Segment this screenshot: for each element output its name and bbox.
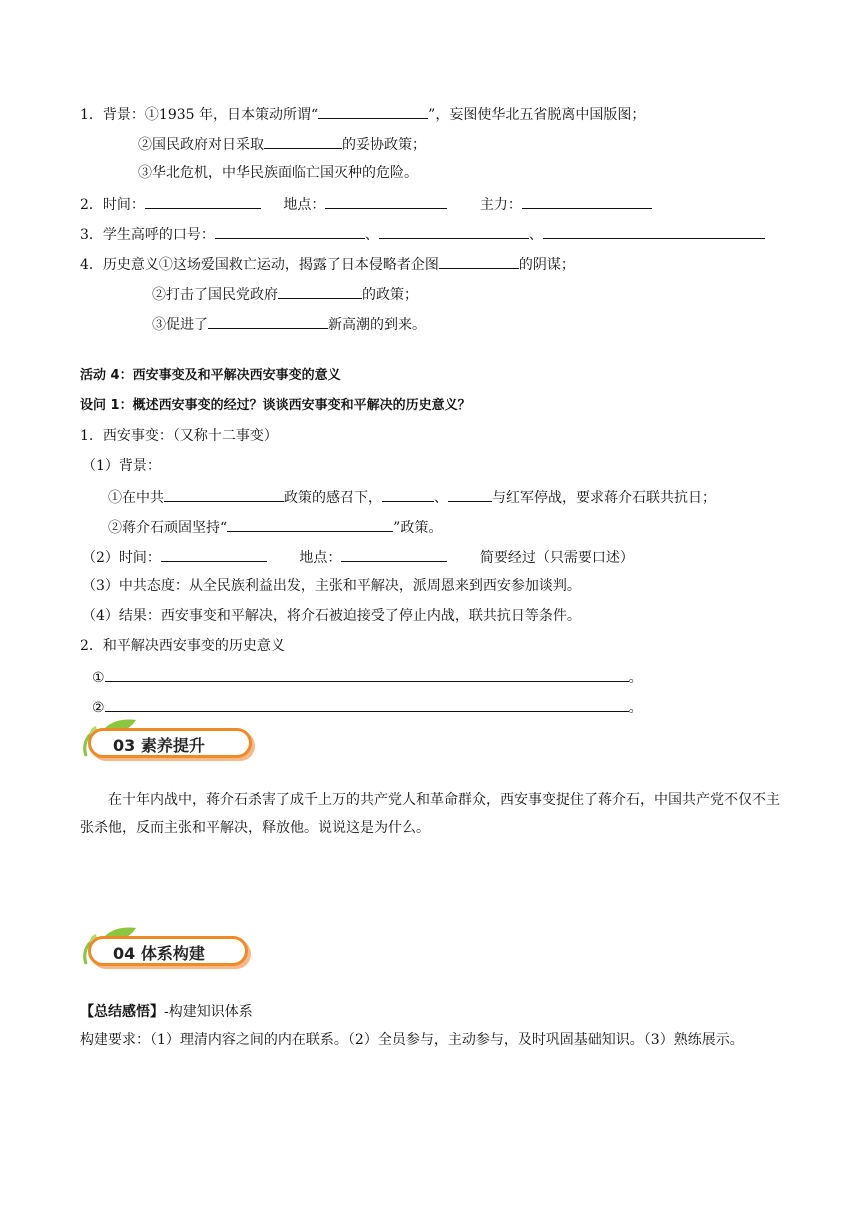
blank-field[interactable] bbox=[543, 223, 765, 239]
blank-field[interactable] bbox=[448, 486, 492, 502]
section-badge-03 bbox=[78, 716, 258, 760]
result: （4）结果：西安事变和平解决，将介石被迫接受了停止内战，联共抗日等条件。 bbox=[82, 608, 581, 624]
text: 4．历史意义①这场爱国救亡运动，揭露了日本侵略者企图 bbox=[80, 257, 439, 273]
text: ② bbox=[92, 700, 105, 716]
slogan-line bbox=[80, 223, 765, 243]
time-place-line bbox=[80, 193, 652, 213]
text: ②蒋介石顽固坚持“ bbox=[108, 520, 228, 536]
summary-heading bbox=[80, 1002, 253, 1022]
section-badge-04 bbox=[78, 924, 258, 968]
significance-line-1 bbox=[80, 253, 575, 273]
blank-field[interactable] bbox=[208, 313, 328, 329]
badge-label: 03 素养提升 bbox=[88, 728, 252, 758]
text: 的政策； bbox=[362, 287, 418, 303]
summary-requirements: 构建要求：（1）理清内容之间的内在联系。（2）全员参与，主动参与，及时巩固基础知识。（3）熟练展示。 bbox=[80, 1032, 744, 1048]
blank-field[interactable] bbox=[161, 546, 267, 562]
blank-field[interactable] bbox=[379, 223, 529, 239]
text: ”，妄图使华北五省脱离中国版图； bbox=[428, 107, 646, 123]
blank-field[interactable] bbox=[215, 223, 365, 239]
text: 1．背景：①1935 年，日本策动所谓“ bbox=[80, 107, 319, 123]
blank-field[interactable] bbox=[522, 193, 652, 209]
background-item-2 bbox=[108, 516, 442, 536]
significance-line-2 bbox=[152, 283, 418, 303]
text: ③华北危机，中华民族面临亡国灭种的危险。 bbox=[138, 165, 418, 181]
background-line-1 bbox=[80, 103, 645, 123]
background-line-2 bbox=[138, 133, 426, 153]
blank-field[interactable] bbox=[227, 516, 393, 532]
text: 新高潮的到来。 bbox=[328, 317, 426, 333]
text: 。 bbox=[628, 700, 643, 716]
blank-field[interactable] bbox=[439, 253, 519, 269]
text: ①在中共 bbox=[108, 490, 164, 506]
blank-field[interactable] bbox=[105, 696, 629, 712]
blank-field[interactable] bbox=[318, 103, 428, 119]
time-place-brief-line bbox=[82, 546, 634, 566]
text: 、 bbox=[528, 227, 543, 243]
blank-field[interactable] bbox=[341, 546, 447, 562]
significance-heading: 2．和平解决西安事变的历史意义 bbox=[80, 638, 285, 654]
text: 【总结感悟】 bbox=[80, 1004, 164, 1020]
text: -构建知识体系 bbox=[164, 1004, 253, 1020]
text: 3．学生高呼的口号： bbox=[80, 227, 215, 243]
ccp-attitude: （3）中共态度：从全民族利益出发，主张和平解决，派周恩来到西安参加谈判。 bbox=[82, 578, 581, 594]
text: 地点： bbox=[299, 550, 342, 566]
blank-field[interactable] bbox=[264, 133, 342, 149]
text: （2）时间： bbox=[82, 550, 161, 566]
text: 、 bbox=[434, 490, 448, 506]
significance-answer-1 bbox=[92, 666, 643, 686]
text: 的阴谋； bbox=[518, 257, 575, 273]
text: 政策的感召下， bbox=[284, 490, 382, 506]
blank-field[interactable] bbox=[382, 486, 434, 502]
xian-incident-heading: 1．西安事变：（又称十二事变） bbox=[80, 428, 278, 444]
text: 2．时间： bbox=[80, 197, 145, 213]
text: ① bbox=[92, 670, 105, 686]
text: ②国民政府对日采取 bbox=[138, 137, 264, 153]
text: 简要经过（只需要口述） bbox=[479, 550, 634, 566]
background-line-3 bbox=[138, 163, 418, 183]
blank-field[interactable] bbox=[325, 193, 447, 209]
text: 的妥协政策； bbox=[342, 137, 426, 153]
text: 。 bbox=[628, 670, 643, 686]
blank-field[interactable] bbox=[145, 193, 261, 209]
text: 主力： bbox=[479, 197, 522, 213]
text: ③促进了 bbox=[152, 317, 208, 333]
background-item-1 bbox=[108, 486, 716, 506]
blank-field[interactable] bbox=[105, 666, 629, 682]
badge-label: 04 体系构建 bbox=[88, 936, 248, 966]
significance-answer-2 bbox=[92, 696, 643, 716]
section3-text: 在十年内战中，蒋介石杀害了成千上万的共产党人和革命群众，西安事变捉住了蒋介石，中国共产党不仅不主张杀他，反而主张和平解决，释放他。说说这是为什么。 bbox=[80, 792, 780, 836]
text: 地点： bbox=[283, 197, 326, 213]
background-heading: （1）背景： bbox=[82, 458, 161, 474]
text: 与红军停战，要求蒋介石联共抗日； bbox=[492, 490, 716, 506]
text: ②打击了国民党政府 bbox=[152, 287, 278, 303]
blank-field[interactable] bbox=[278, 283, 362, 299]
text: 、 bbox=[364, 227, 379, 243]
significance-line-3 bbox=[152, 313, 426, 333]
activity-4-title: 活动 4：西安事变及和平解决西安事变的意义 bbox=[80, 368, 341, 383]
text: ”政策。 bbox=[393, 520, 443, 536]
question-1: 设问 1：概述西安事变的经过？谈谈西安事变和平解决的历史意义？ bbox=[80, 398, 471, 413]
blank-field[interactable] bbox=[164, 486, 284, 502]
